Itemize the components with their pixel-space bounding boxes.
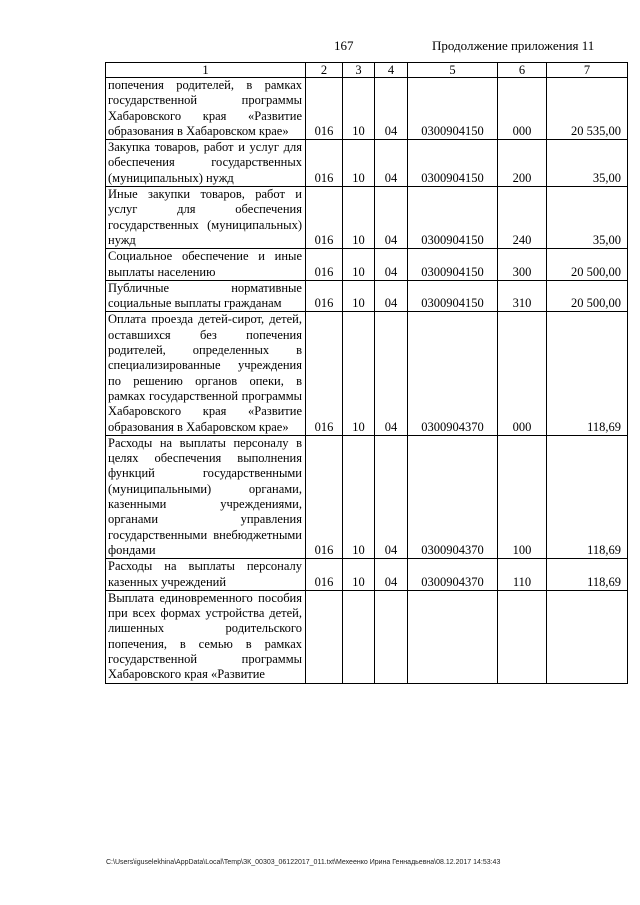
column-header: 3 <box>343 63 375 78</box>
target-article-code: 0300904150 <box>408 140 498 187</box>
section-code: 10 <box>343 187 375 249</box>
ministry-code: 016 <box>306 140 343 187</box>
target-article-code <box>408 590 498 683</box>
expense-type-code: 110 <box>498 559 547 591</box>
ministry-code: 016 <box>306 187 343 249</box>
row-description: Расходы на выплаты персоналу казенных учреждений <box>106 559 306 591</box>
ministry-code: 016 <box>306 249 343 281</box>
row-description: Выплата единовременного пособия при всех формах устройства детей, лишенных родительского попечения, в семью в рамках государственной программы Хабаровского края «Развитие <box>106 590 306 683</box>
row-description: попечения родителей, в рамках государственной программы Хабаровского края «Развитие образования в Хабаровском крае» <box>106 78 306 140</box>
appendix-continuation-note: Продолжение приложения 11 <box>432 38 595 53</box>
table-row <box>106 78 628 140</box>
ministry-code: 016 <box>306 312 343 435</box>
amount: 20 535,00 <box>547 78 628 140</box>
section-code: 10 <box>343 140 375 187</box>
expense-type-code <box>498 590 547 683</box>
column-header: 7 <box>547 63 628 78</box>
expense-type-code: 300 <box>498 249 547 281</box>
subsection-code: 04 <box>375 280 408 312</box>
target-article-code: 0300904150 <box>408 280 498 312</box>
table-row <box>106 435 628 558</box>
subsection-code: 04 <box>375 559 408 591</box>
amount: 20 500,00 <box>547 280 628 312</box>
expense-type-code: 000 <box>498 312 547 435</box>
expense-type-code: 240 <box>498 187 547 249</box>
ministry-code: 016 <box>306 78 343 140</box>
ministry-code <box>306 590 343 683</box>
column-header: 4 <box>375 63 408 78</box>
subsection-code <box>375 590 408 683</box>
expense-type-code: 310 <box>498 280 547 312</box>
amount: 118,69 <box>547 559 628 591</box>
section-code: 10 <box>343 559 375 591</box>
subsection-code: 04 <box>375 249 408 281</box>
table-row <box>106 312 628 435</box>
row-description: Публичные нормативные социальные выплаты гражданам <box>106 280 306 312</box>
amount: 20 500,00 <box>547 249 628 281</box>
column-header: 5 <box>408 63 498 78</box>
page-number: 167 <box>334 38 354 53</box>
section-code: 10 <box>343 312 375 435</box>
section-code: 10 <box>343 435 375 558</box>
column-header: 6 <box>498 63 547 78</box>
expense-type-code: 200 <box>498 140 547 187</box>
subsection-code: 04 <box>375 78 408 140</box>
amount: 35,00 <box>547 187 628 249</box>
expense-type-code: 000 <box>498 78 547 140</box>
subsection-code: 04 <box>375 187 408 249</box>
ministry-code: 016 <box>306 280 343 312</box>
subsection-code: 04 <box>375 312 408 435</box>
table-row <box>106 590 628 683</box>
row-description: Расходы на выплаты персоналу в целях обеспечения выполнения функций государственными (муниципальными) органами, казенными учреждениями, органами управления государственными внебюджетными фондами <box>106 435 306 558</box>
table-row <box>106 559 628 591</box>
table-row <box>106 187 628 249</box>
target-article-code: 0300904370 <box>408 435 498 558</box>
section-code: 10 <box>343 78 375 140</box>
column-number-row <box>106 63 628 78</box>
row-description: Социальное обеспечение и иные выплаты населению <box>106 249 306 281</box>
target-article-code: 0300904150 <box>408 187 498 249</box>
row-description: Оплата проезда детей-сирот, детей, оставшихся без попечения родителей, определенных в специализированные учреждения по решению органов опеки, в рамках государственной программы Хабаровского края «Развитие образования в Хабаровском крае» <box>106 312 306 435</box>
target-article-code: 0300904150 <box>408 78 498 140</box>
section-code: 10 <box>343 280 375 312</box>
table-row <box>106 249 628 281</box>
subsection-code: 04 <box>375 435 408 558</box>
section-code <box>343 590 375 683</box>
amount: 35,00 <box>547 140 628 187</box>
subsection-code: 04 <box>375 140 408 187</box>
ministry-code: 016 <box>306 559 343 591</box>
amount: 118,69 <box>547 312 628 435</box>
column-header: 2 <box>306 63 343 78</box>
file-path-footer: C:\Users\iguselekhina\AppData\Local\Temp\ЗК_00303_06122017_011.txt\Мехеенко Ирина Геннадьевна\08.12.2017 14:53:43 <box>106 859 501 866</box>
expense-type-code: 100 <box>498 435 547 558</box>
column-header: 1 <box>106 63 306 78</box>
ministry-code: 016 <box>306 435 343 558</box>
amount <box>547 590 628 683</box>
target-article-code: 0300904370 <box>408 559 498 591</box>
table-row <box>106 280 628 312</box>
section-code: 10 <box>343 249 375 281</box>
budget-table <box>105 62 628 684</box>
table-row <box>106 140 628 187</box>
target-article-code: 0300904370 <box>408 312 498 435</box>
target-article-code: 0300904150 <box>408 249 498 281</box>
row-description: Иные закупки товаров, работ и услуг для обеспечения государственных (муниципальных) нужд <box>106 187 306 249</box>
amount: 118,69 <box>547 435 628 558</box>
row-description: Закупка товаров, работ и услуг для обеспечения государственных (муниципальных) нужд <box>106 140 306 187</box>
